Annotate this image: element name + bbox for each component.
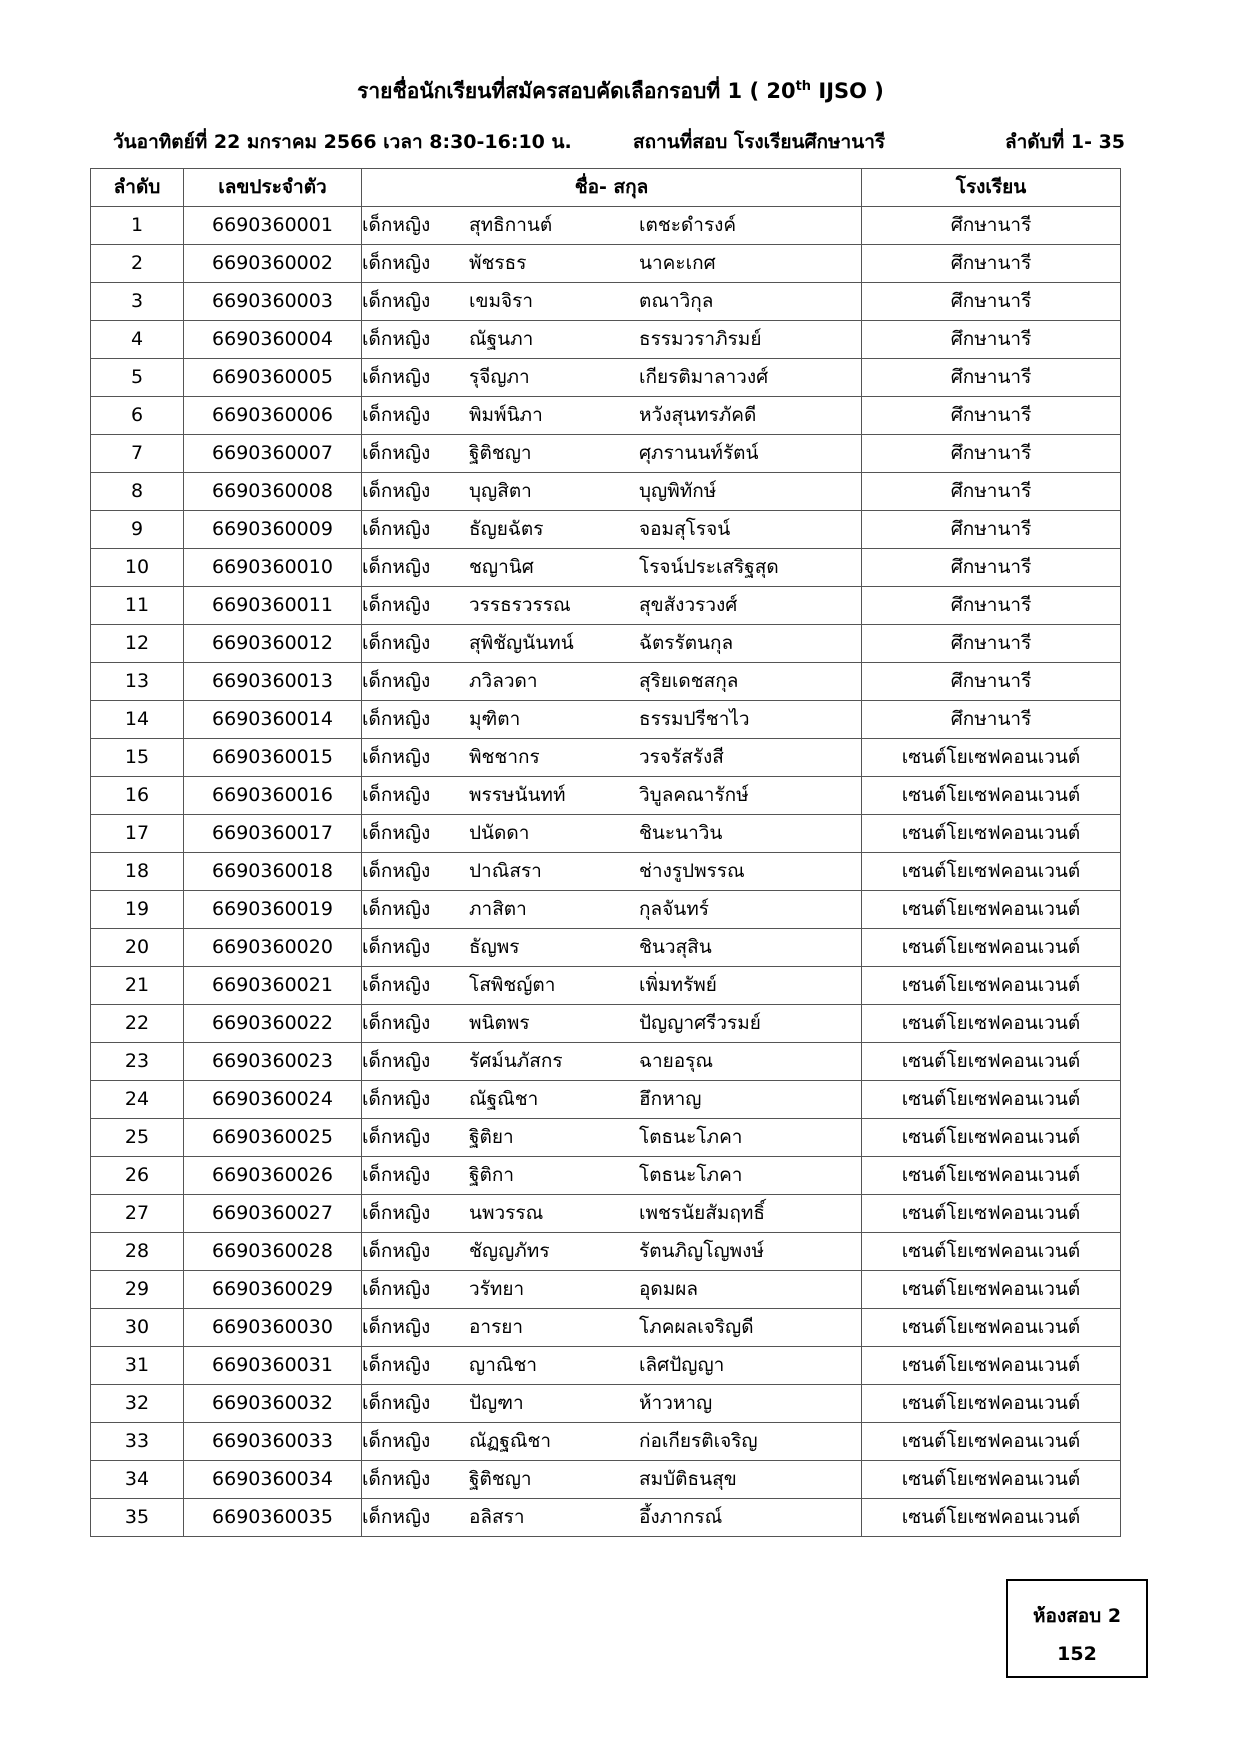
student-id: 6690360018 [184, 853, 362, 891]
first-name: ณัฐณิชา [469, 1088, 539, 1110]
table-row [91, 1119, 1121, 1157]
student-id: 6690360006 [184, 397, 362, 435]
row-num: 12 [91, 625, 184, 663]
student-name [362, 701, 862, 739]
first-name: พัชรธร [469, 252, 527, 274]
last-name: บุญพิทักษ์ [639, 480, 717, 502]
last-name: เพชรนัยสัมฤทธิ์ [639, 1202, 765, 1224]
first-name: พนิตพร [469, 1012, 530, 1034]
name-prefix: เด็กหญิง [362, 1240, 431, 1262]
exam-room-label: ห้องสอบ 2 [1032, 1605, 1122, 1627]
name-prefix: เด็กหญิง [362, 556, 431, 578]
school-name: เซนต์โยเซฟคอนเวนต์ [862, 1347, 1121, 1385]
student-id: 6690360030 [184, 1309, 362, 1347]
student-name [362, 1423, 862, 1461]
last-name: หวังสุนทรภัคดี [639, 404, 757, 426]
student-id: 6690360016 [184, 777, 362, 815]
exam-seq-range: ลำดับที่ 1- 35 [1005, 131, 1126, 153]
last-name: กุลจันทร์ [639, 898, 709, 920]
student-id: 6690360004 [184, 321, 362, 359]
school-name: ศึกษานารี [862, 397, 1121, 435]
student-id: 6690360005 [184, 359, 362, 397]
first-name: ปาณิสรา [469, 860, 542, 882]
student-id: 6690360033 [184, 1423, 362, 1461]
student-name [362, 1157, 862, 1195]
student-id: 6690360014 [184, 701, 362, 739]
school-name: เซนต์โยเซฟคอนเวนต์ [862, 777, 1121, 815]
student-id: 6690360015 [184, 739, 362, 777]
table-row [91, 625, 1121, 663]
first-name: พรรษนันทท์ [469, 784, 566, 806]
first-name: วรัทยา [469, 1278, 525, 1300]
table-row [91, 1461, 1121, 1499]
school-name: เซนต์โยเซฟคอนเวนต์ [862, 967, 1121, 1005]
row-num: 6 [91, 397, 184, 435]
first-name: ณัฏฐณิชา [469, 1430, 552, 1452]
row-num: 3 [91, 283, 184, 321]
row-num: 35 [91, 1499, 184, 1537]
row-num: 9 [91, 511, 184, 549]
row-num: 22 [91, 1005, 184, 1043]
name-prefix: เด็กหญิง [362, 898, 431, 920]
name-prefix: เด็กหญิง [362, 1088, 431, 1110]
row-num: 26 [91, 1157, 184, 1195]
student-name [362, 435, 862, 473]
student-id: 6690360003 [184, 283, 362, 321]
last-name: โภคผลเจริญดี [639, 1316, 754, 1338]
table-row [91, 967, 1121, 1005]
table-row [91, 739, 1121, 777]
name-prefix: เด็กหญิง [362, 860, 431, 882]
last-name: วิบูลคณารักษ์ [639, 784, 749, 806]
student-id: 6690360012 [184, 625, 362, 663]
title-end: IJSO ) [811, 79, 884, 103]
row-num: 23 [91, 1043, 184, 1081]
name-prefix: เด็กหญิง [362, 974, 431, 996]
school-name: เซนต์โยเซฟคอนเวนต์ [862, 1499, 1121, 1537]
name-prefix: เด็กหญิง [362, 1202, 431, 1224]
name-prefix: เด็กหญิง [362, 670, 431, 692]
last-name: โตธนะโภคา [639, 1164, 743, 1186]
first-name: ฐิติชญา [469, 442, 532, 464]
student-id: 6690360028 [184, 1233, 362, 1271]
row-num: 18 [91, 853, 184, 891]
first-name: เขมจิรา [469, 290, 534, 312]
first-name: พิชชากร [469, 746, 540, 768]
row-num: 28 [91, 1233, 184, 1271]
first-name: ชญานิศ [469, 556, 534, 578]
name-prefix: เด็กหญิง [362, 708, 431, 730]
school-name: ศึกษานารี [862, 207, 1121, 245]
last-name: ชินะนาวิน [639, 822, 723, 844]
student-name [362, 625, 862, 663]
school-name: ศึกษานารี [862, 663, 1121, 701]
student-id: 6690360008 [184, 473, 362, 511]
last-name: อึ้งภากรณ์ [639, 1506, 723, 1528]
school-name: ศึกษานารี [862, 435, 1121, 473]
first-name: มุฑิตา [469, 708, 521, 730]
last-name: สมบัติธนสุข [639, 1468, 737, 1490]
student-name [362, 1347, 862, 1385]
first-name: ณัฐนภา [469, 328, 534, 350]
school-name: ศึกษานารี [862, 283, 1121, 321]
name-prefix: เด็กหญิง [362, 784, 431, 806]
table-row [91, 891, 1121, 929]
table-row [91, 245, 1121, 283]
student-id: 6690360007 [184, 435, 362, 473]
school-name: ศึกษานารี [862, 701, 1121, 739]
school-name: เซนต์โยเซฟคอนเวนต์ [862, 1119, 1121, 1157]
school-name: ศึกษานารี [862, 587, 1121, 625]
last-name: ตณาวิกุล [639, 290, 714, 312]
last-name: รัตนภิญโญพงษ์ [639, 1240, 764, 1262]
table-row [91, 1157, 1121, 1195]
row-num: 14 [91, 701, 184, 739]
title-superscript: th [795, 79, 812, 94]
first-name: ปัญฑา [469, 1392, 524, 1414]
student-id: 6690360027 [184, 1195, 362, 1233]
school-name: เซนต์โยเซฟคอนเวนต์ [862, 1233, 1121, 1271]
last-name: นาคะเกศ [639, 252, 716, 274]
name-prefix: เด็กหญิง [362, 594, 431, 616]
name-prefix: เด็กหญิง [362, 480, 431, 502]
last-name: ธรรมปรีชาไว [639, 708, 750, 730]
student-id: 6690360022 [184, 1005, 362, 1043]
school-name: เซนต์โยเซฟคอนเวนต์ [862, 1385, 1121, 1423]
student-id: 6690360001 [184, 207, 362, 245]
name-prefix: เด็กหญิง [362, 1126, 431, 1148]
student-id: 6690360026 [184, 1157, 362, 1195]
table-row [91, 1309, 1121, 1347]
last-name: ฉายอรุณ [639, 1050, 713, 1072]
table-row [91, 701, 1121, 739]
row-num: 33 [91, 1423, 184, 1461]
table-row [91, 511, 1121, 549]
title-main: รายชื่อนักเรียนที่สมัครสอบคัดเลือกรอบที่ 1 ( 20 [357, 79, 796, 103]
first-name: ญาณิชา [469, 1354, 538, 1376]
first-name: สุทธิกานต์ [469, 214, 553, 236]
student-name [362, 549, 862, 587]
row-num: 2 [91, 245, 184, 283]
table-row [91, 549, 1121, 587]
school-name: เซนต์โยเซฟคอนเวนต์ [862, 1157, 1121, 1195]
exam-room-box [1006, 1579, 1148, 1678]
first-name: วรรธรวรรณ [469, 594, 571, 616]
first-name: ภวิลวดา [469, 670, 538, 692]
student-id: 6690360020 [184, 929, 362, 967]
row-num: 11 [91, 587, 184, 625]
school-name: เซนต์โยเซฟคอนเวนต์ [862, 815, 1121, 853]
student-name [362, 739, 862, 777]
name-prefix: เด็กหญิง [362, 1050, 431, 1072]
student-name [362, 587, 862, 625]
header-name: ชื่อ- สกุล [362, 169, 862, 207]
name-prefix: เด็กหญิง [362, 442, 431, 464]
student-id: 6690360011 [184, 587, 362, 625]
first-name: พิมพ์นิภา [469, 404, 543, 426]
first-name: ภาสิตา [469, 898, 527, 920]
name-prefix: เด็กหญิง [362, 518, 431, 540]
row-num: 29 [91, 1271, 184, 1309]
school-name: ศึกษานารี [862, 321, 1121, 359]
last-name: วรจรัสรังสี [639, 746, 724, 768]
student-name [362, 207, 862, 245]
first-name: สุพิชัญนันทน์ [469, 632, 574, 654]
name-prefix: เด็กหญิง [362, 1012, 431, 1034]
student-id: 6690360024 [184, 1081, 362, 1119]
student-id: 6690360034 [184, 1461, 362, 1499]
name-prefix: เด็กหญิง [362, 822, 431, 844]
school-name: เซนต์โยเซฟคอนเวนต์ [862, 1423, 1121, 1461]
first-name: ธัญพร [469, 936, 520, 958]
last-name: ปัญญาศรีวรมย์ [639, 1012, 761, 1034]
row-num: 1 [91, 207, 184, 245]
school-name: ศึกษานารี [862, 549, 1121, 587]
first-name: อารยา [469, 1316, 524, 1338]
school-name: เซนต์โยเซฟคอนเวนต์ [862, 853, 1121, 891]
school-name: เซนต์โยเซฟคอนเวนต์ [862, 1005, 1121, 1043]
student-name [362, 1005, 862, 1043]
last-name: ชินวสุสิน [639, 936, 712, 958]
student-name [362, 359, 862, 397]
first-name: รุจีญภา [469, 366, 530, 388]
first-name: บุญสิตา [469, 480, 532, 502]
first-name: ธัญยฉัตร [469, 518, 544, 540]
student-name [362, 397, 862, 435]
exam-date: วันอาทิตย์ที่ 22 มกราคม 2566 เวลา 8:30-16:10 น. [113, 131, 572, 153]
student-name [362, 777, 862, 815]
student-id: 6690360021 [184, 967, 362, 1005]
last-name: จอมสุโรจน์ [639, 518, 731, 540]
name-prefix: เด็กหญิง [362, 1316, 431, 1338]
student-id: 6690360025 [184, 1119, 362, 1157]
row-num: 8 [91, 473, 184, 511]
row-num: 30 [91, 1309, 184, 1347]
school-name: เซนต์โยเซฟคอนเวนต์ [862, 1309, 1121, 1347]
student-name [362, 1081, 862, 1119]
name-prefix: เด็กหญิง [362, 1430, 431, 1452]
table-row [91, 1005, 1121, 1043]
table-row [91, 207, 1121, 245]
last-name: โตธนะโภคา [639, 1126, 743, 1148]
school-name: ศึกษานารี [862, 625, 1121, 663]
name-prefix: เด็กหญิง [362, 404, 431, 426]
last-name: ศุภรานนท์รัตน์ [639, 442, 759, 464]
table-row [91, 663, 1121, 701]
first-name: โสพิชญ์ตา [469, 974, 556, 996]
school-name: เซนต์โยเซฟคอนเวนต์ [862, 1081, 1121, 1119]
row-num: 24 [91, 1081, 184, 1119]
student-name [362, 321, 862, 359]
name-prefix: เด็กหญิง [362, 936, 431, 958]
student-name [362, 1271, 862, 1309]
student-name [362, 511, 862, 549]
name-prefix: เด็กหญิง [362, 328, 431, 350]
table-row [91, 321, 1121, 359]
student-id: 6690360032 [184, 1385, 362, 1423]
name-prefix: เด็กหญิง [362, 214, 431, 236]
last-name: อุดมผล [639, 1278, 699, 1300]
student-name [362, 1309, 862, 1347]
school-name: ศึกษานารี [862, 473, 1121, 511]
last-name: สุขสังวรวงศ์ [639, 594, 738, 616]
first-name: ฐิติกา [469, 1164, 514, 1186]
last-name: เตชะดำรงค์ [639, 214, 737, 236]
table-row [91, 435, 1121, 473]
student-name [362, 929, 862, 967]
school-name: เซนต์โยเซฟคอนเวนต์ [862, 1195, 1121, 1233]
table-row [91, 1423, 1121, 1461]
first-name: ฐิติชญา [469, 1468, 532, 1490]
last-name: ฉัตรรัตนกุล [639, 632, 734, 654]
student-name [362, 853, 862, 891]
exam-venue: สถานที่สอบ โรงเรียนศึกษานารี [633, 131, 886, 153]
name-prefix: เด็กหญิง [362, 1392, 431, 1414]
name-prefix: เด็กหญิง [362, 1468, 431, 1490]
row-num: 10 [91, 549, 184, 587]
school-name: เซนต์โยเซฟคอนเวนต์ [862, 1461, 1121, 1499]
first-name: ปนัดดา [469, 822, 530, 844]
school-name: ศึกษานารี [862, 359, 1121, 397]
name-prefix: เด็กหญิง [362, 252, 431, 274]
table-row [91, 853, 1121, 891]
table-row [91, 929, 1121, 967]
name-prefix: เด็กหญิง [362, 1278, 431, 1300]
table-row [91, 1195, 1121, 1233]
header-num: ลำดับ [91, 169, 184, 207]
name-prefix: เด็กหญิง [362, 746, 431, 768]
student-name [362, 1119, 862, 1157]
table-row [91, 777, 1121, 815]
page-number: 152 [1057, 1643, 1097, 1665]
table-row [91, 1347, 1121, 1385]
first-name: รัศม์นภัสกร [469, 1050, 563, 1072]
table-row [91, 359, 1121, 397]
table-row [91, 1385, 1121, 1423]
table-row [91, 283, 1121, 321]
row-num: 34 [91, 1461, 184, 1499]
school-name: เซนต์โยเซฟคอนเวนต์ [862, 929, 1121, 967]
table-row [91, 587, 1121, 625]
last-name: ฮึกหาญ [639, 1088, 702, 1110]
first-name: นพวรรณ [469, 1202, 544, 1224]
row-num: 17 [91, 815, 184, 853]
table-row [91, 1271, 1121, 1309]
student-name [362, 473, 862, 511]
student-name [362, 1195, 862, 1233]
name-prefix: เด็กหญิง [362, 1164, 431, 1186]
school-name: เซนต์โยเซฟคอนเวนต์ [862, 891, 1121, 929]
student-id: 6690360017 [184, 815, 362, 853]
row-num: 20 [91, 929, 184, 967]
page-title [0, 72, 1241, 106]
student-id: 6690360010 [184, 549, 362, 587]
student-id: 6690360031 [184, 1347, 362, 1385]
table-row [91, 1233, 1121, 1271]
student-name [362, 1385, 862, 1423]
row-num: 21 [91, 967, 184, 1005]
name-prefix: เด็กหญิง [362, 290, 431, 312]
student-name [362, 283, 862, 321]
school-name: ศึกษานารี [862, 511, 1121, 549]
table-row [91, 473, 1121, 511]
first-name: อลิสรา [469, 1506, 525, 1528]
last-name: ก่อเกียรติเจริญ [639, 1430, 758, 1452]
name-prefix: เด็กหญิง [362, 1506, 431, 1528]
row-num: 27 [91, 1195, 184, 1233]
student-id: 6690360019 [184, 891, 362, 929]
row-num: 4 [91, 321, 184, 359]
student-name [362, 1461, 862, 1499]
student-id: 6690360009 [184, 511, 362, 549]
student-name [362, 663, 862, 701]
student-name [362, 1233, 862, 1271]
table-row [91, 1043, 1121, 1081]
student-name [362, 891, 862, 929]
student-id: 6690360023 [184, 1043, 362, 1081]
row-num: 5 [91, 359, 184, 397]
school-name: เซนต์โยเซฟคอนเวนต์ [862, 1043, 1121, 1081]
student-id: 6690360035 [184, 1499, 362, 1537]
student-id: 6690360013 [184, 663, 362, 701]
last-name: เพิ่มทรัพย์ [639, 974, 717, 996]
row-num: 7 [91, 435, 184, 473]
table-row [91, 397, 1121, 435]
school-name: เซนต์โยเซฟคอนเวนต์ [862, 739, 1121, 777]
student-roster-table [90, 168, 1121, 1537]
student-name [362, 1043, 862, 1081]
student-id: 6690360029 [184, 1271, 362, 1309]
row-num: 32 [91, 1385, 184, 1423]
table-row [91, 815, 1121, 853]
row-num: 31 [91, 1347, 184, 1385]
name-prefix: เด็กหญิง [362, 632, 431, 654]
student-id: 6690360002 [184, 245, 362, 283]
header-id: เลขประจำตัว [184, 169, 362, 207]
header-school: โรงเรียน [862, 169, 1121, 207]
name-prefix: เด็กหญิง [362, 1354, 431, 1376]
last-name: เลิศปัญญา [639, 1354, 725, 1376]
first-name: ชัญญภัทร [469, 1240, 550, 1262]
row-num: 19 [91, 891, 184, 929]
last-name: ห้าวหาญ [639, 1392, 713, 1414]
row-num: 13 [91, 663, 184, 701]
table-body [91, 207, 1121, 1537]
table-row [91, 1081, 1121, 1119]
student-name [362, 1499, 862, 1537]
row-num: 16 [91, 777, 184, 815]
row-num: 25 [91, 1119, 184, 1157]
student-name [362, 815, 862, 853]
last-name: ธรรมวราภิรมย์ [639, 328, 762, 350]
last-name: สุริยเดชสกุล [639, 670, 739, 692]
student-name [362, 245, 862, 283]
last-name: ช่างรูปพรรณ [639, 860, 745, 882]
school-name: เซนต์โยเซฟคอนเวนต์ [862, 1271, 1121, 1309]
school-name: ศึกษานารี [862, 245, 1121, 283]
last-name: เกียรติมาลาวงศ์ [639, 366, 769, 388]
student-name [362, 967, 862, 1005]
row-num: 15 [91, 739, 184, 777]
table-header-row [91, 169, 1121, 207]
first-name: ฐิติยา [469, 1126, 514, 1148]
last-name: โรจน์ประเสริฐสุด [639, 556, 779, 578]
table-row [91, 1499, 1121, 1537]
exam-info-line [113, 129, 1133, 155]
name-prefix: เด็กหญิง [362, 366, 431, 388]
